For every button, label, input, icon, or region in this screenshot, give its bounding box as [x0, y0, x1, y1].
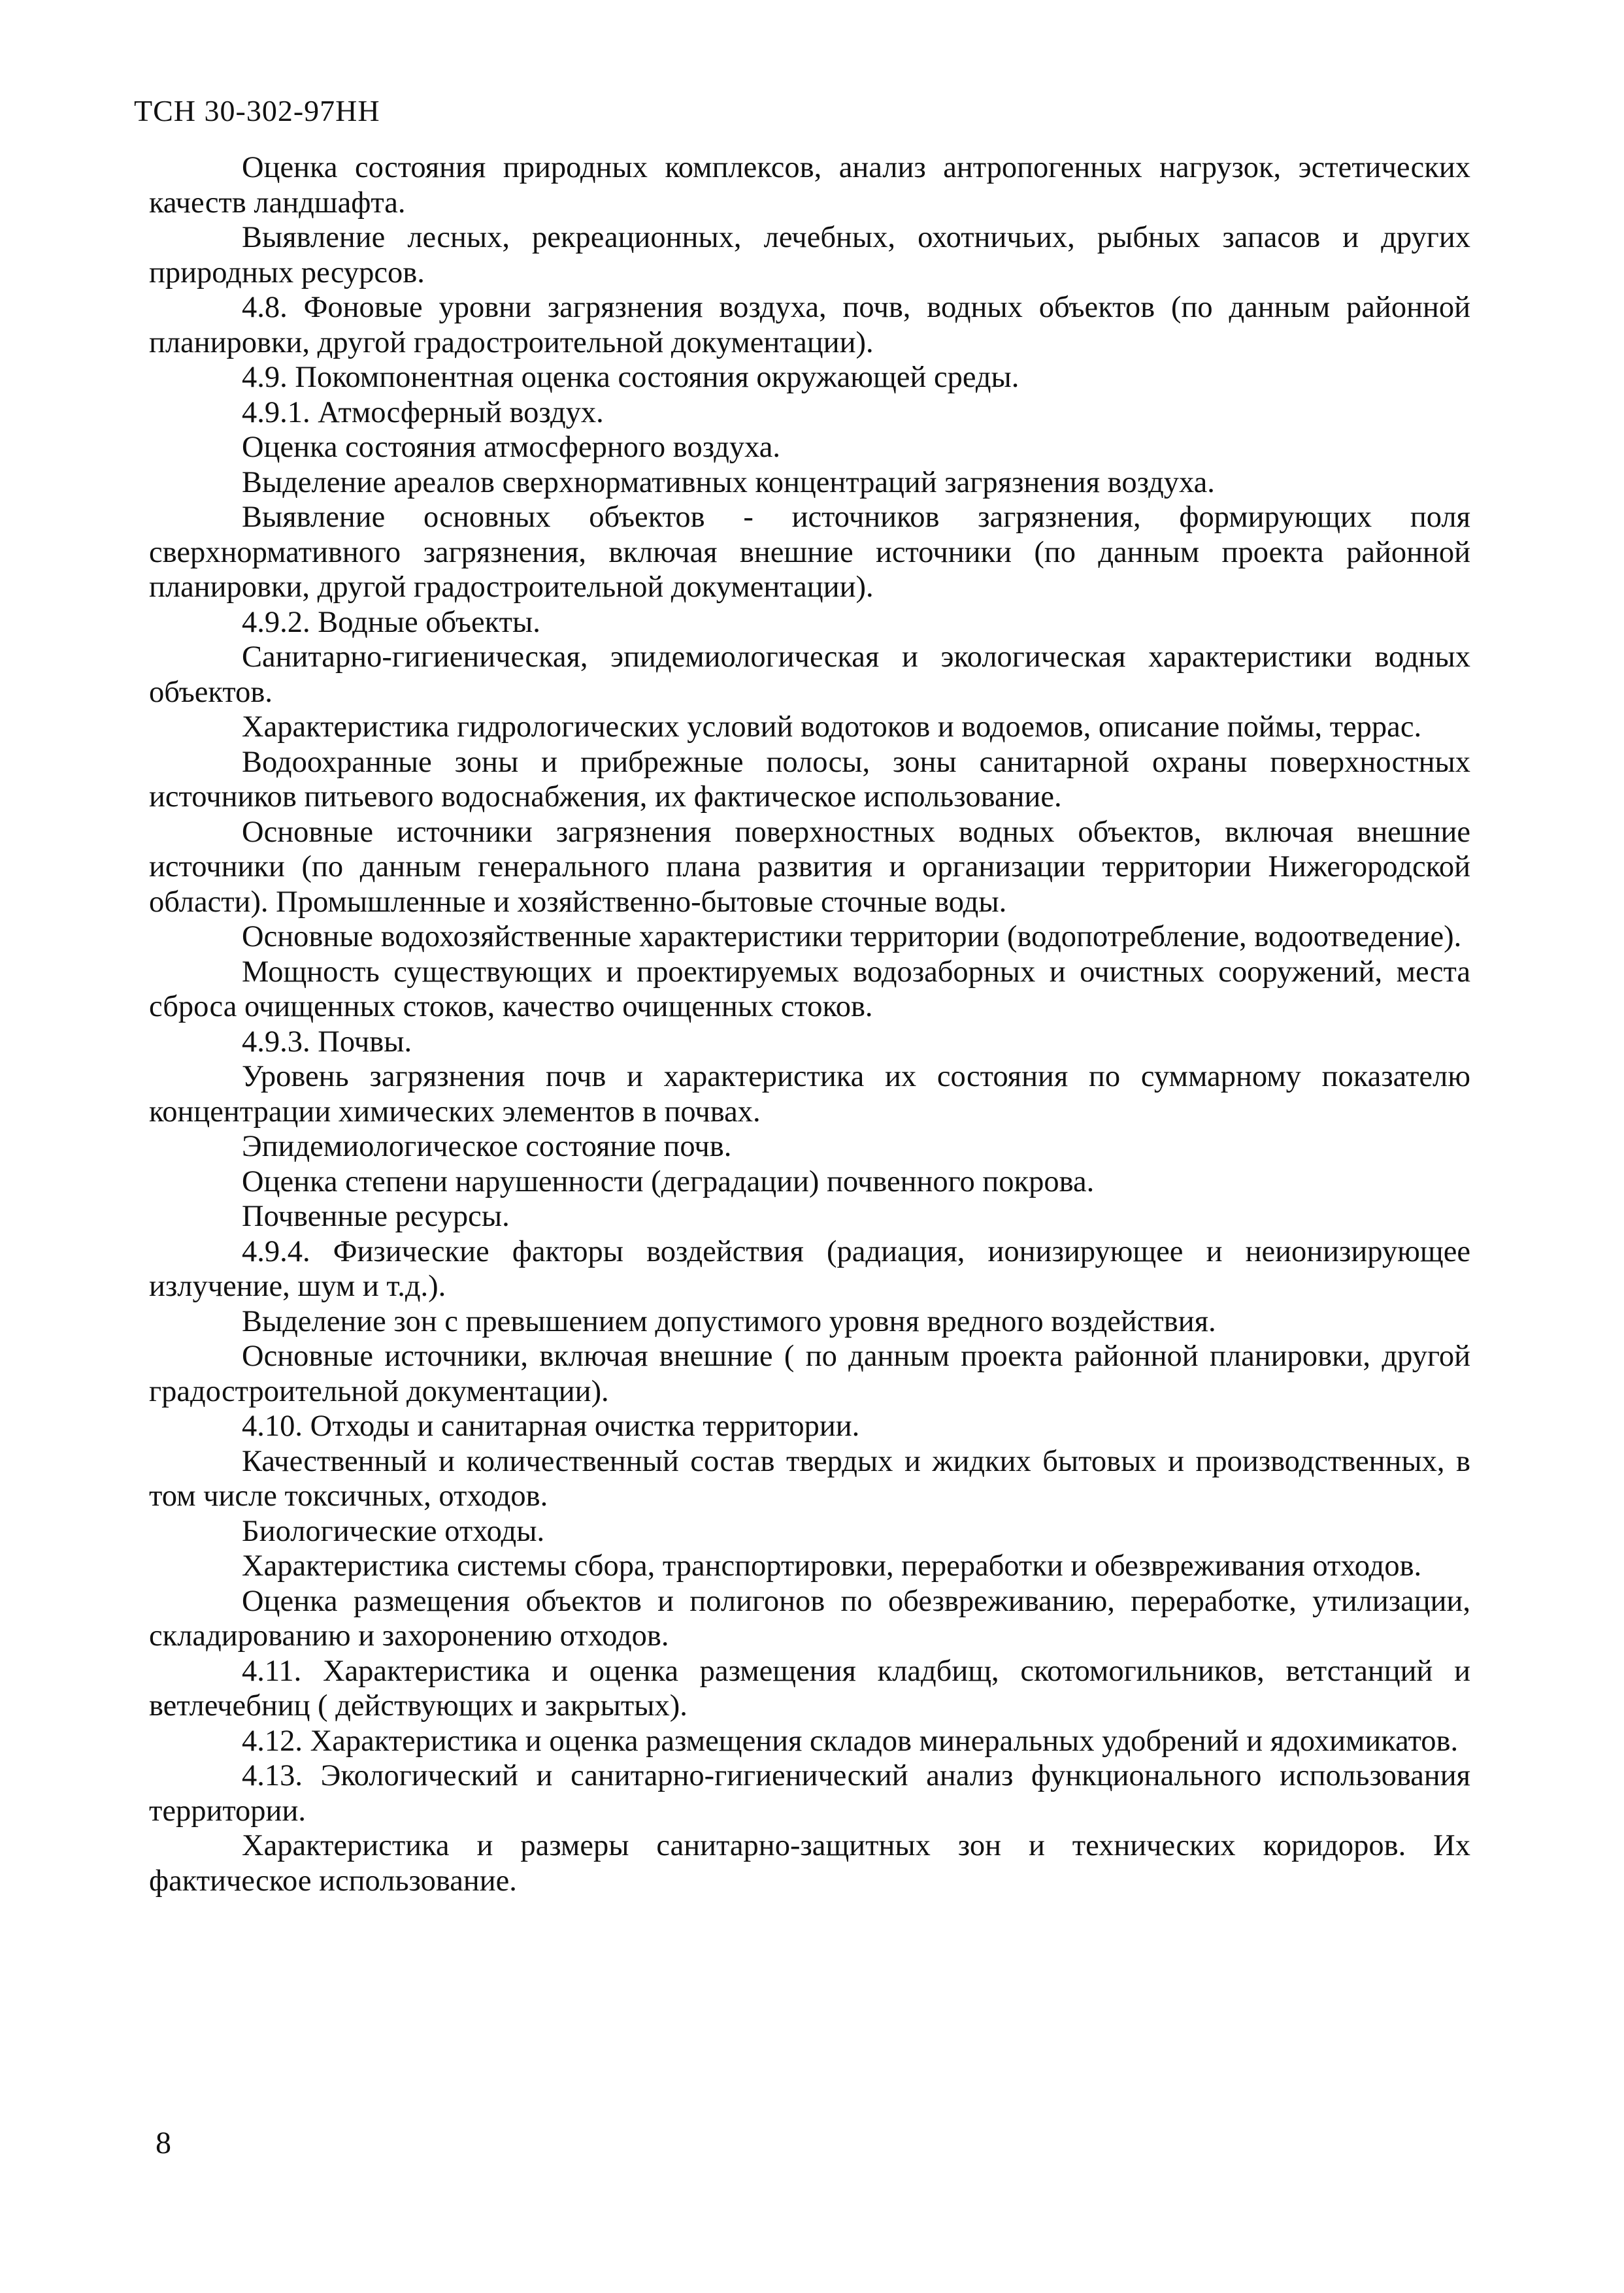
paragraph: Оценка степени нарушенности (деградации) почвенного покрова.	[242, 1164, 1095, 1198]
section-heading: 4.9.3. Почвы.	[242, 1025, 412, 1059]
paragraph: Оценка состояния природных комплексов, анализ антропогенных нагрузок, эстетических качеств ландшафта.	[149, 151, 1470, 220]
document-header: ТСН 30-302-97НН	[134, 94, 380, 127]
section-heading: 4.9.2. Водные объекты.	[242, 605, 540, 639]
paragraph: Выявление лесных, рекреационных, лечебных, охотничьих, рыбных запасов и других природных ресурсов.	[149, 221, 1470, 289]
paragraph: Характеристика гидрологических условий водотоков и водоемов, описание поймы, террас.	[242, 710, 1422, 744]
section-heading: 4.9.4. Физические факторы воздействия (радиация, ионизирующее и неионизирующее излучение, шум и т.д.).	[149, 1234, 1470, 1303]
section-heading: 4.13. Экологический и санитарно-гигиенический анализ функционального использования территории.	[149, 1759, 1470, 1828]
paragraph: Оценка размещения объектов и полигонов по обезвреживанию, переработке, утилизации, складированию и захоронению отходов.	[149, 1584, 1470, 1653]
paragraph: Выделение ареалов сверхнормативных концентраций загрязнения воздуха.	[242, 465, 1215, 499]
paragraph: Мощность существующих и проектируемых водозаборных и очистных сооружений, места сброса очищенных стоков, качество очищенных стоков.	[149, 955, 1470, 1023]
paragraph: Характеристика и размеры санитарно-защитных зон и технических коридоров. Их фактическое использование.	[149, 1829, 1470, 1898]
section-heading: 4.9.1. Атмосферный воздух.	[242, 395, 604, 429]
document-body	[149, 150, 1470, 1898]
section-heading: 4.9. Покомпонентная оценка состояния окружающей среды.	[242, 361, 1019, 394]
section-heading: 4.10. Отходы и санитарная очистка территории.	[242, 1410, 860, 1443]
paragraph: Основные источники, включая внешние ( по данным проекта районной планировки, другой градостроительной документации).	[149, 1340, 1470, 1408]
paragraph: Основные водохозяйственные характеристики территории (водопотребление, водоотведение).	[242, 920, 1462, 953]
paragraph: Биологические отходы.	[242, 1514, 545, 1548]
paragraph: Уровень загрязнения почв и характеристика их состояния по суммарному показателю концентрации химических элементов в почвах.	[149, 1060, 1470, 1129]
paragraph: Выявление основных объектов - источников загрязнения, формирующих поля сверхнормативного загрязнения, включая внешние источники (по данным проекта районной планировки, другой градостроительной документации).	[149, 501, 1470, 604]
paragraph: Эпидемиологическое состояние почв.	[242, 1130, 732, 1163]
paragraph: Выделение зон с превышением допустимого уровня вредного воздействия.	[242, 1304, 1216, 1338]
paragraph: Основные источники загрязнения поверхностных водных объектов, включая внешние источники (по данным генерального плана развития и организации территории Нижегородской области). Промышленные и хозяйственно-бытовые сточные воды.	[149, 815, 1470, 919]
paragraph: Качественный и количественный состав твердых и жидких бытовых и производственных, в том числе токсичных, отходов.	[149, 1444, 1470, 1513]
section-heading: 4.12. Характеристика и оценка размещения складов минеральных удобрений и ядохимикатов.	[242, 1724, 1459, 1758]
paragraph: Почвенные ресурсы.	[242, 1200, 510, 1233]
page-number: 8	[156, 2126, 171, 2160]
paragraph: Санитарно-гигиеническая, эпидемиологическая и экологическая характеристики водных объектов.	[149, 640, 1470, 709]
section-heading: 4.11. Характеристика и оценка размещения кладбищ, скотомогильников, ветстанций и ветлечебниц ( действующих и закрытых).	[149, 1654, 1470, 1723]
paragraph: Оценка состояния атмосферного воздуха.	[242, 431, 781, 464]
paragraph: 4.8. Фоновые уровни загрязнения воздуха, почв, водных объектов (по данным районной планировки, другой градостроительной документации).	[149, 291, 1470, 359]
paragraph: Характеристика системы сбора, транспортировки, переработки и обезвреживания отходов.	[242, 1549, 1422, 1583]
paragraph: Водоохранные зоны и прибрежные полосы, зоны санитарной охраны поверхностных источников питьевого водоснабжения, их фактическое использование.	[149, 745, 1470, 814]
